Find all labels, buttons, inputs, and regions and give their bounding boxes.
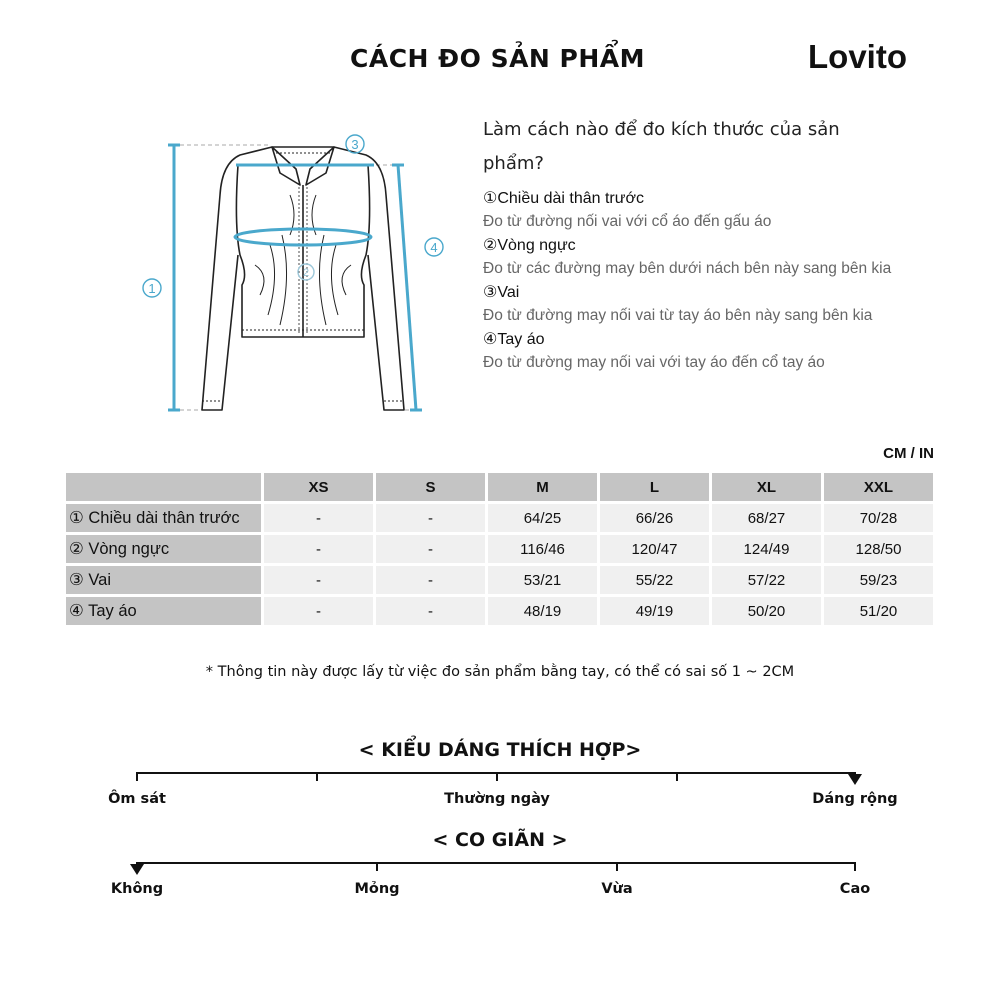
table-row	[66, 535, 933, 563]
instruction-label: ②Vòng ngực	[483, 237, 576, 254]
stretch-scale-marker	[130, 864, 144, 875]
row-label: ① Chiều dài thân trước	[66, 504, 261, 532]
table-cell: -	[376, 535, 485, 563]
instruction-item	[483, 281, 893, 327]
table-cell: 124/49	[712, 535, 821, 563]
table-cell: -	[376, 566, 485, 594]
fit-scale-marker	[848, 774, 862, 785]
stretch-scale-line	[136, 862, 856, 864]
table-cell: 57/22	[712, 566, 821, 594]
table-row	[66, 566, 933, 594]
measurement-note: * Thông tin này được lấy từ việc đo sản phẩm bằng tay, có thể có sai số 1 ~ 2CM	[205, 664, 795, 680]
marker-2: 2	[302, 267, 310, 279]
table-cell: 53/21	[488, 566, 597, 594]
fit-scale-tick	[496, 772, 498, 781]
page-title: CÁCH ĐO SẢN PHẨM	[350, 44, 646, 73]
instruction-item	[483, 187, 893, 233]
table-cell: -	[264, 504, 373, 532]
table-row	[66, 504, 933, 532]
brand-logo: Lovito	[808, 38, 907, 75]
instruction-desc: Đo từ đường nối vai với cổ áo đến gấu áo	[483, 213, 772, 230]
table-cell: -	[264, 597, 373, 625]
instruction-label: ③Vai	[483, 284, 520, 301]
instruction-desc: Đo từ đường may nối vai từ tay áo bên này sang bên kia	[483, 307, 873, 324]
marker-3: 3	[351, 137, 359, 152]
column-header	[66, 473, 261, 501]
table-cell: 70/28	[824, 504, 933, 532]
stretch-label-high: Cao	[839, 881, 871, 897]
column-header: XL	[712, 473, 821, 501]
instruction-item	[483, 234, 893, 280]
instruction-label: ①Chiều dài thân trước	[483, 190, 644, 207]
table-cell: -	[264, 566, 373, 594]
table-cell: 49/19	[600, 597, 709, 625]
fit-label-loose: Dáng rộng	[812, 791, 898, 807]
garment-measurement-diagram	[130, 125, 460, 420]
table-cell: 116/46	[488, 535, 597, 563]
column-header: XS	[264, 473, 373, 501]
table-cell: -	[264, 535, 373, 563]
fit-scale-tick	[676, 772, 678, 781]
measure-instructions	[483, 113, 893, 375]
fit-scale-tick	[316, 772, 318, 781]
table-cell: 59/23	[824, 566, 933, 594]
stretch-label-light: Mỏng	[354, 881, 400, 897]
column-header: L	[600, 473, 709, 501]
row-label: ② Vòng ngực	[66, 535, 261, 563]
stretch-scale-title: < CO GIÃN >	[432, 829, 568, 851]
instruction-label: ④Tay áo	[483, 331, 545, 348]
stretch-label-medium: Vừa	[601, 881, 633, 897]
table-cell: 50/20	[712, 597, 821, 625]
column-header: XXL	[824, 473, 933, 501]
unit-label: CM / IN	[883, 445, 934, 462]
table-header-row	[66, 473, 933, 501]
row-label: ③ Vai	[66, 566, 261, 594]
table-cell: 48/19	[488, 597, 597, 625]
fit-label-tight: Ôm sát	[108, 791, 166, 807]
fit-label-regular: Thường ngày	[444, 791, 550, 807]
column-header: M	[488, 473, 597, 501]
fit-scale-tick	[136, 772, 138, 781]
stretch-label-none: Không	[110, 881, 164, 897]
instructions-heading: Làm cách nào để đo kích thước của sản phẩm?	[483, 119, 840, 174]
table-cell: 51/20	[824, 597, 933, 625]
stretch-scale-tick	[854, 862, 856, 871]
fit-scale-title: < KIỂU DÁNG THÍCH HỢP>	[358, 739, 642, 761]
table-row	[66, 597, 933, 625]
table-cell: 55/22	[600, 566, 709, 594]
instruction-desc: Đo từ đường may nối vai với tay áo đến cổ tay áo	[483, 354, 825, 371]
table-cell: 68/27	[712, 504, 821, 532]
table-cell: 120/47	[600, 535, 709, 563]
stretch-scale-tick	[616, 862, 618, 871]
table-cell: 64/25	[488, 504, 597, 532]
table-cell: 128/50	[824, 535, 933, 563]
row-label: ④ Tay áo	[66, 597, 261, 625]
table-cell: -	[376, 597, 485, 625]
size-table	[63, 470, 936, 628]
marker-1: 1	[148, 281, 156, 296]
table-cell: -	[376, 504, 485, 532]
stretch-scale-tick	[376, 862, 378, 871]
column-header: S	[376, 473, 485, 501]
table-cell: 66/26	[600, 504, 709, 532]
instruction-desc: Đo từ các đường may bên dưới nách bên này sang bên kia	[483, 260, 892, 277]
instruction-item	[483, 328, 893, 374]
marker-4: 4	[430, 240, 438, 255]
